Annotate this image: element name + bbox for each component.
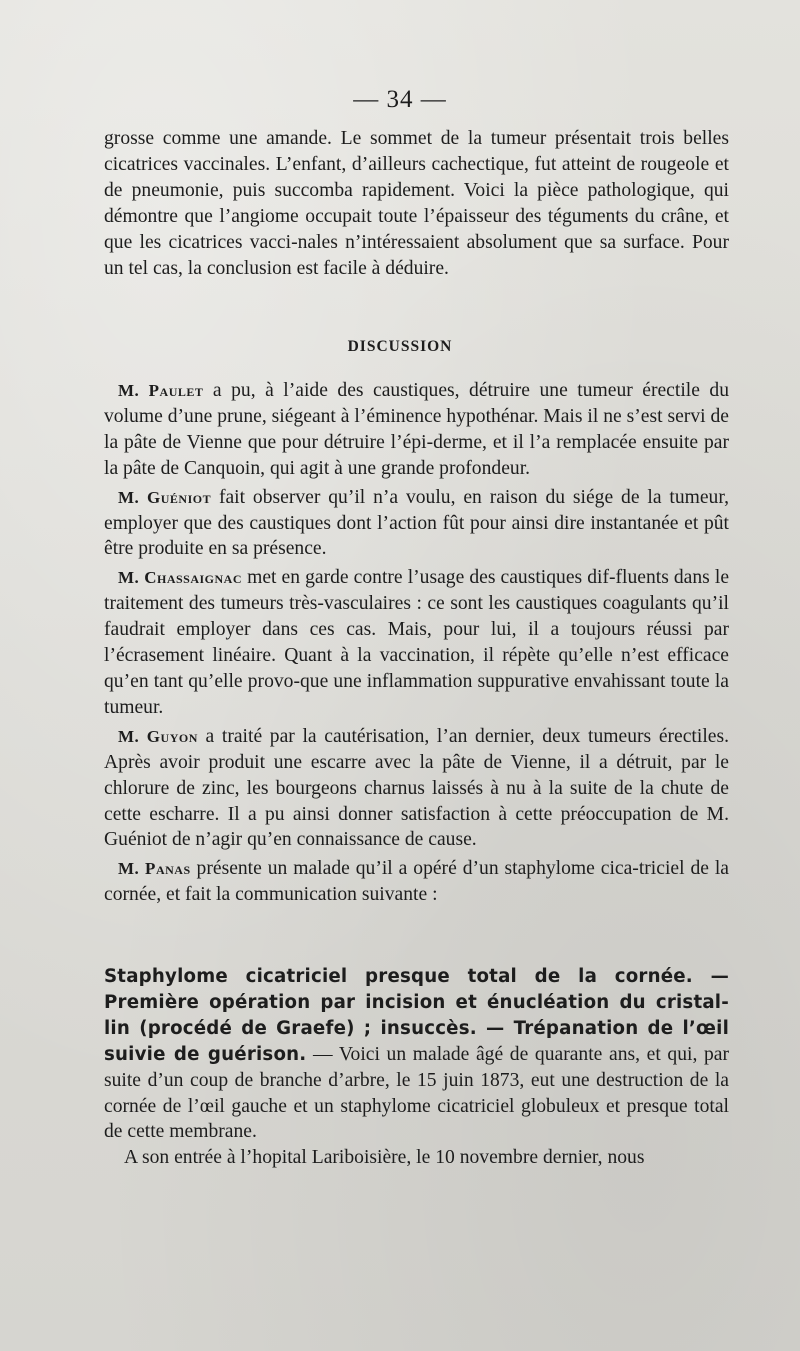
speaker-remark: met en garde contre l’usage des caustiques dif-fluents dans le traitement des tumeurs très-vasculaires : ce sont les caustiques coagulants qu’il faudrait employer dans ces cas. Mais, pour lui, il a toujours réussi par l’écrasement linéaire. Quant à la vaccination, il répète qu’elle n’est efficace qu’en tant qu’elle provo-que une inflammation suppurative envahissant toute la tumeur. [104,567,730,718]
speaker-name: M. Guéniot [118,487,212,507]
case-report-title: Staphylome cicatriciel presque total de la cornée. — Première opération par incision et énucléation du cristal-lin (procédé de Graefe) ; insuccès. — Trépanation de l’œil suivie de guérison. [104,966,729,1065]
discussion-entry-guyon [104,724,729,854]
case-report-paragraph [104,964,729,1145]
case-report-next-paragraph: A son entrée à l’hopital Lariboisière, le 10 novembre dernier, nous [124,1147,645,1169]
case-report-body: — Voici un malade âgé de quarante ans, et qui, par suite d’un coup de branche d’arbre, le 15 juin 1873, eut une destruction de la cornée de l’œil gauche et un staphylome cicatriciel globuleux et presque total de cette membrane. [104,1043,730,1143]
speaker-name: M. Guyon [118,726,198,746]
speaker-name: M. Chassaignac [118,568,243,588]
intro-paragraph-block [104,126,729,281]
speaker-name: M. Panas [118,859,191,879]
discussion-entry-chassaignac [104,565,729,720]
discussion-entry-paulet [104,378,729,482]
page-number: — 34 — [353,86,447,113]
speaker-name: M. Paulet [118,381,204,400]
discussion-entry-gueniot [104,485,729,563]
speaker-remark: fait observer qu’il n’a voulu, en raison du siége de la tumeur, employer que des caustiques dont l’action fût pour ainsi dire instantanée et pût être produite en sa présence. [104,486,729,560]
case-report-section [104,964,729,1171]
discussion-entry-panas [104,856,729,908]
intro-paragraph: grosse comme une amande. Le sommet de la tumeur présentait trois belles cicatrices vaccinales. L’enfant, d’ailleurs cachectique, fut atteint de rougeole et de pneumonie, puis succomba rapidement. Voici la pièce pathologique, qui démontre que l’angiome occupait toute l’épaisseur des téguments du crâne, et que les cicatrices vacci-nales n’intéressaient absolument que sa surface. Pour un tel cas, la conclusion est facile à déduire. [104,128,729,279]
speaker-remark: présente un malade qu’il a opéré d’un staphylome cica-triciel de la cornée, et fait la communication suivante : [104,858,729,906]
speaker-remark: a traité par la cautérisation, l’an dernier, deux tumeurs érectiles. Après avoir produit une escarre avec la pâte de Vienne, il a détruit, par le chlorure de zinc, les bourgeons charnus laissés à nu à la suite de la chute de cette escharre. Il a pu ainsi donner satisfaction à cette préoccupation de M. Guéniot de n’agir qu’en connaissance de cause. [104,725,729,851]
discussion-heading: DISCUSSION [347,338,453,355]
speaker-remark: a pu, à l’aide des caustiques, détruire une tumeur érectile du volume d’une prune, siégeant à l’éminence hypothénar. Mais il ne s’est servi de la pâte de Vienne que pour détruire l’épi-derme, et il l’a remplacée ensuite par la pâte de Canquoin, qui agit à une grande profondeur. [104,380,730,479]
discussion-section [104,378,729,911]
